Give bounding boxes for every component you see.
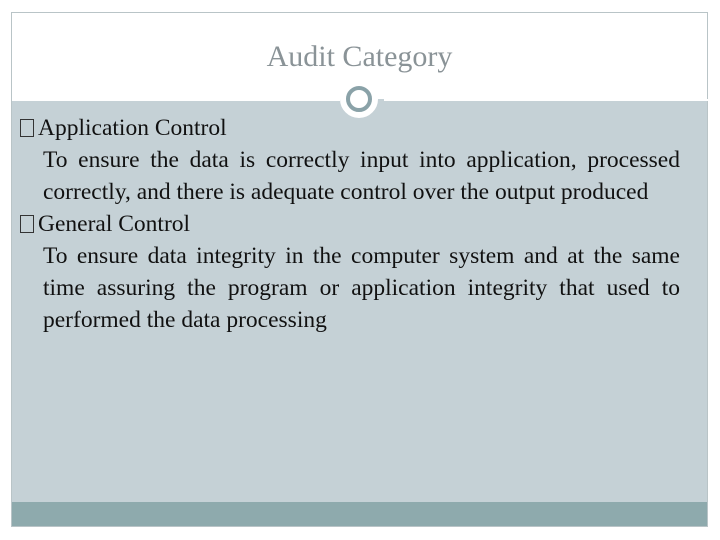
slide-title: Audit Category bbox=[266, 40, 453, 73]
bullet-heading: Application Control bbox=[38, 115, 227, 141]
title-divider-right bbox=[384, 99, 709, 101]
bullet-list bbox=[20, 112, 680, 336]
bullet-heading: General Control bbox=[38, 211, 191, 237]
title-divider-left bbox=[12, 99, 340, 101]
footer-bar bbox=[12, 502, 707, 526]
bullet-item bbox=[20, 208, 680, 336]
bullet-item bbox=[20, 112, 680, 208]
ring-inner bbox=[346, 86, 372, 112]
bullet-body: To ensure data integrity in the computer system and at the same time assuring the program or application integrity that used to performed the data processing bbox=[43, 243, 680, 333]
bullet-marker-icon bbox=[20, 119, 34, 137]
bullet-marker-icon bbox=[20, 215, 34, 233]
bullet-heading-row bbox=[20, 112, 680, 144]
bullet-heading-row bbox=[20, 208, 680, 240]
bullet-body: To ensure the data is correctly input into application, processed correctly, and there is adequate control over the output produced bbox=[43, 147, 680, 205]
